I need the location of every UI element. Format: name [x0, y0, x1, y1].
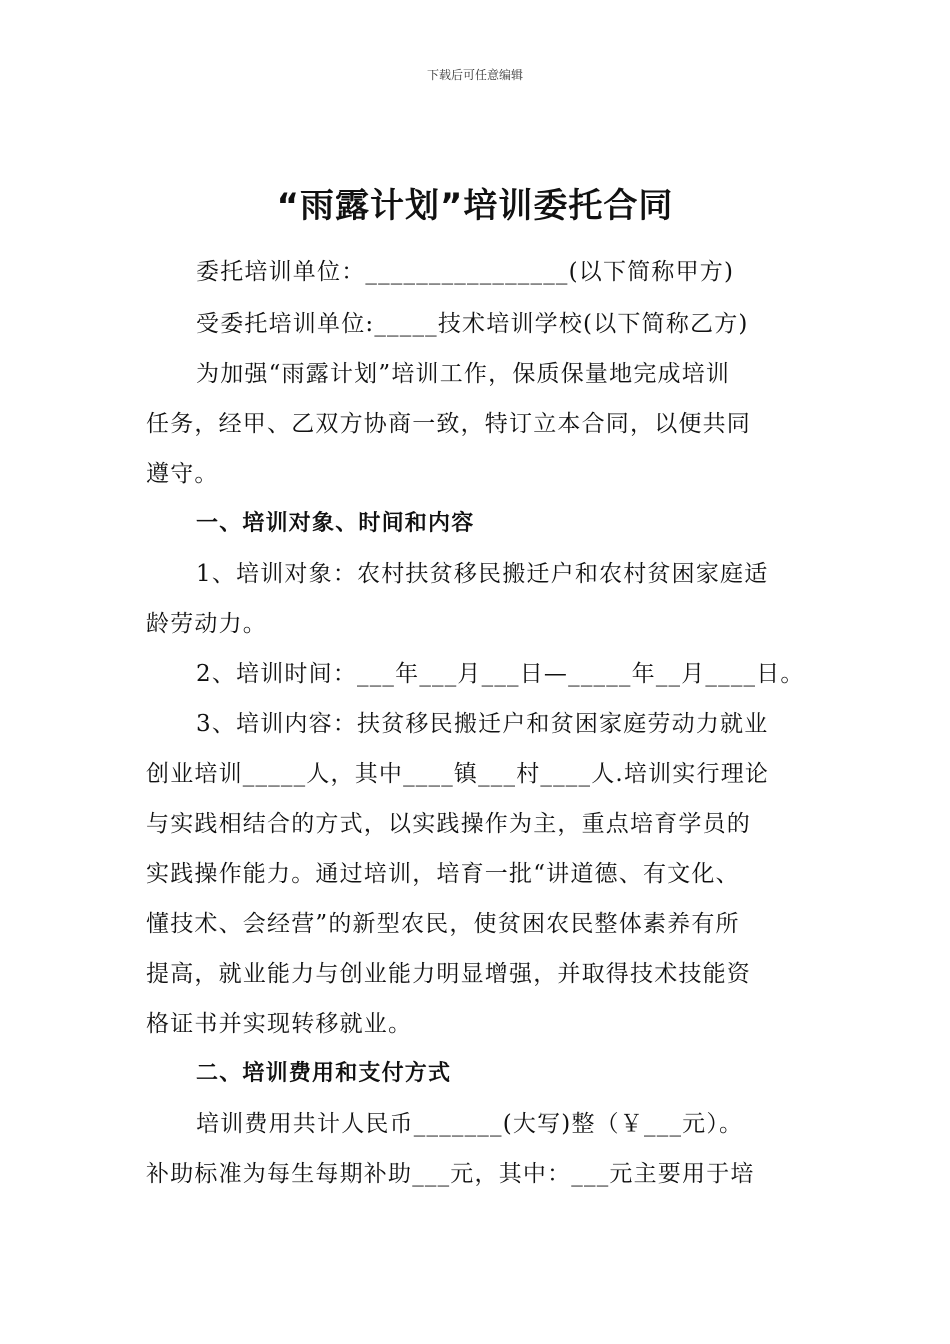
paragraph-line: 遵守。	[146, 461, 219, 487]
section-heading-1: 一、培训对象、时间和内容	[196, 511, 475, 536]
paragraph-line: 龄劳动力。	[146, 611, 267, 637]
paragraph-line: 创业培训_____人，其中____镇___村____人.培训实行理论	[146, 761, 770, 787]
header-note: 下载后可任意编辑	[426, 68, 523, 82]
paragraph-line: 任务，经甲、乙双方协商一致，特订立本合同，以便共同	[146, 411, 751, 437]
paragraph-line: 3、培训内容：扶贫移民搬迁户和贫困家庭劳动力就业	[196, 711, 769, 737]
document-title: “雨露计划”培训委托合同	[276, 186, 674, 226]
paragraph-line: 实践操作能力。通过培训，培育一批“讲道德、有文化、	[146, 861, 740, 887]
paragraph-line: 为加强“雨露计划”培训工作，保质保量地完成培训	[196, 361, 731, 387]
paragraph-line: 提高，就业能力与创业能力明显增强，并取得技术技能资	[146, 961, 751, 987]
client-unit-line: 委托培训单位：________________(以下简称甲方)	[196, 259, 735, 285]
paragraph-line: 补助标准为每生每期补助___元，其中：___元主要用于培	[146, 1161, 755, 1187]
paragraph-line: 培训费用共计人民币_______(大写)整（￥___元）。	[196, 1111, 744, 1137]
paragraph-line: 懂技术、会经营”的新型农民，使贫困农民整体素养有所	[146, 911, 740, 937]
section-heading-2: 二、培训费用和支付方式	[196, 1061, 452, 1086]
paragraph-line: 格证书并实现转移就业。	[146, 1011, 413, 1037]
paragraph-line: 2、培训时间：___年___月___日—_____年__月____日。	[196, 661, 805, 687]
paragraph-line: 1、培训对象：农村扶贫移民搬迁户和农村贫困家庭适	[196, 561, 769, 587]
trainer-unit-line: 受委托培训单位:_____技术培训学校(以下简称乙方)	[196, 311, 749, 337]
paragraph-line: 与实践相结合的方式，以实践操作为主，重点培育学员的	[146, 811, 751, 837]
